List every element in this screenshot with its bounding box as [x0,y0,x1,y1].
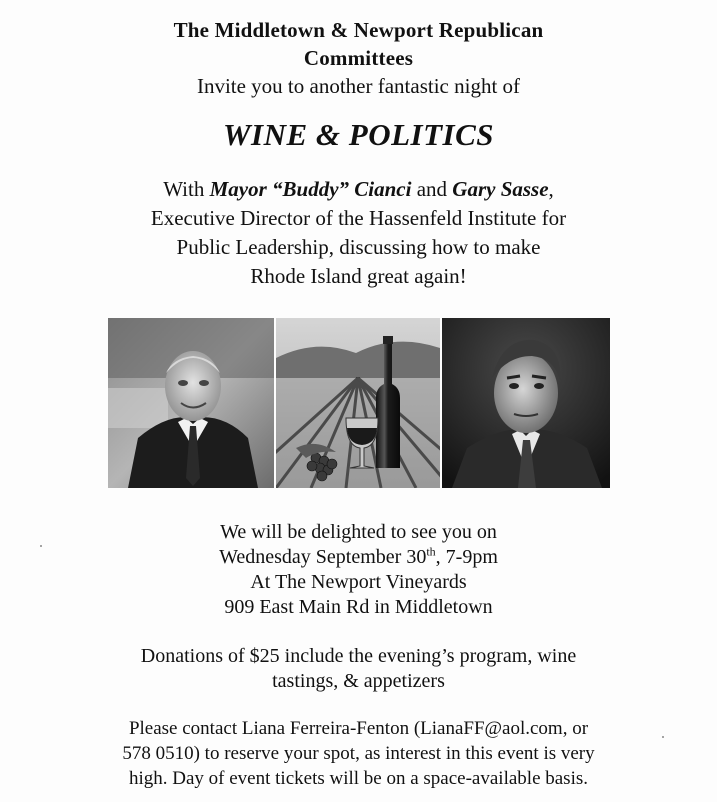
speakers-line-2: Executive Director of the Hassenfeld Institute for [150,206,567,230]
event-title: WINE & POLITICS [222,117,495,152]
donations-paragraph [0,644,717,694]
invite-line: Invite you to another fantastic night of [196,74,521,98]
scan-speck [40,545,42,547]
event-address: 909 East Main Rd in Middletown [224,596,493,618]
contact-paragraph [0,716,717,791]
scan-speck [662,736,664,738]
and-text: and [411,177,453,201]
details-line-1: We will be delighted to see you on [220,521,497,543]
speakers-line-3: Public Leadership, discussing how to make [176,235,541,259]
speaker-2-photo [442,318,610,488]
contact-line-2: 578 0510) to reserve your spot, as interest in this event is very [122,743,595,764]
speaker-1-photo [108,318,274,488]
date-rest: , 7-9pm [435,546,498,568]
with-text: With [163,177,210,201]
donations-line-1: Donations of $25 include the evening’s program, wine [140,645,577,667]
contact-line-1: Please contact Liana Ferreira-Fenton (LianaFF@aol.com, or [128,718,589,739]
comma-text: , [548,177,554,201]
speaker-1-name: Mayor “Buddy” Cianci [209,177,412,201]
donations-line-2: tastings, & appetizers [272,670,445,692]
date-suffix: th [426,544,436,559]
organizer-heading [0,16,717,72]
contact-line-3: high. Day of event tickets will be on a space-available basis. [128,768,588,789]
event-date [0,545,717,570]
photo-strip [108,318,610,488]
event-venue: At The Newport Vineyards [250,571,467,593]
speakers-line-1 [0,175,717,204]
speakers-paragraph [0,175,717,291]
speakers-line-4: Rhode Island great again! [250,264,467,288]
vineyard-wine-photo [276,318,440,488]
speaker-2-name: Gary Sasse [452,177,549,201]
organizer-line-2: Committees [303,46,414,70]
organizer-line-1: The Middletown & Newport Republican [173,18,544,42]
event-details [0,520,717,620]
date-prefix: Wednesday September 30 [219,546,427,568]
